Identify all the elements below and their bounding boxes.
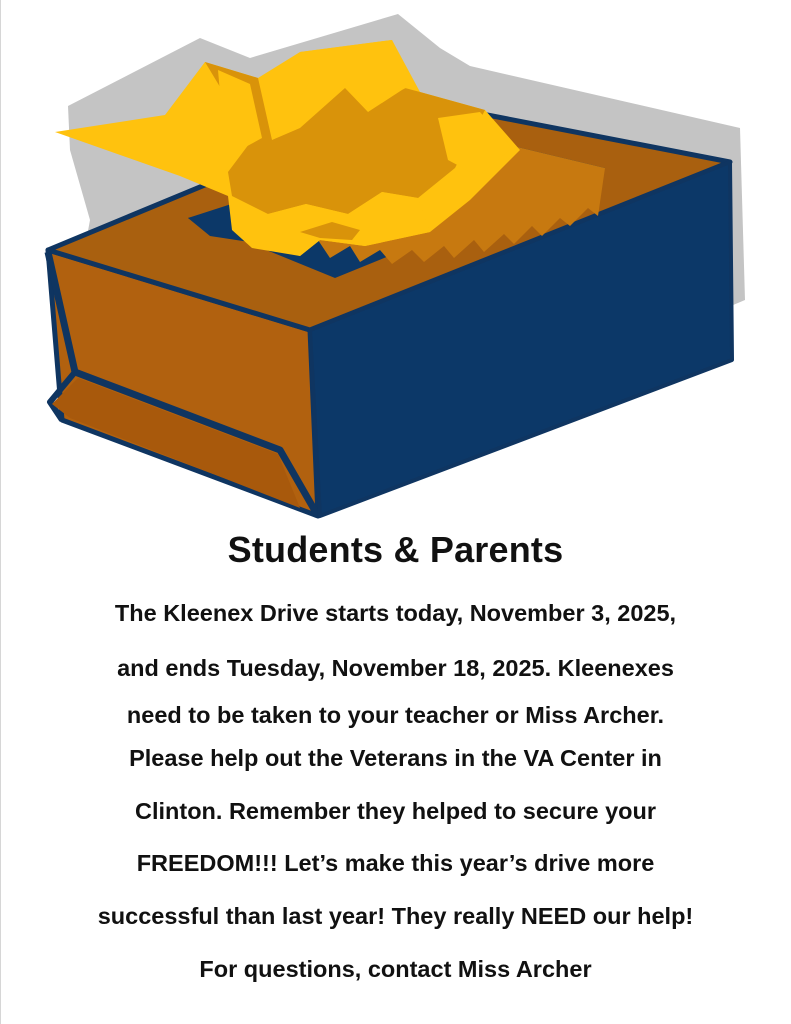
- flyer-title: Students & Parents: [227, 529, 564, 570]
- flyer-line-4: Please help out the Veterans in the VA Center in: [129, 745, 662, 771]
- flyer-line-6: FREEDOM!!! Let’s make this year’s drive more: [136, 850, 655, 876]
- flyer-line-5: Clinton. Remember they helped to secure your: [134, 798, 657, 824]
- flyer-line-2: and ends Tuesday, November 18, 2025. Kleenexes: [117, 655, 674, 681]
- flyer-line-7: successful than last year! They really NEED our help!: [97, 903, 694, 929]
- flyer-line-3: need to be taken to your teacher or Miss Archer.: [126, 702, 665, 728]
- flyer-line-1: The Kleenex Drive starts today, November 3, 2025,: [114, 600, 677, 626]
- flyer-line-8: For questions, contact Miss Archer: [199, 956, 592, 982]
